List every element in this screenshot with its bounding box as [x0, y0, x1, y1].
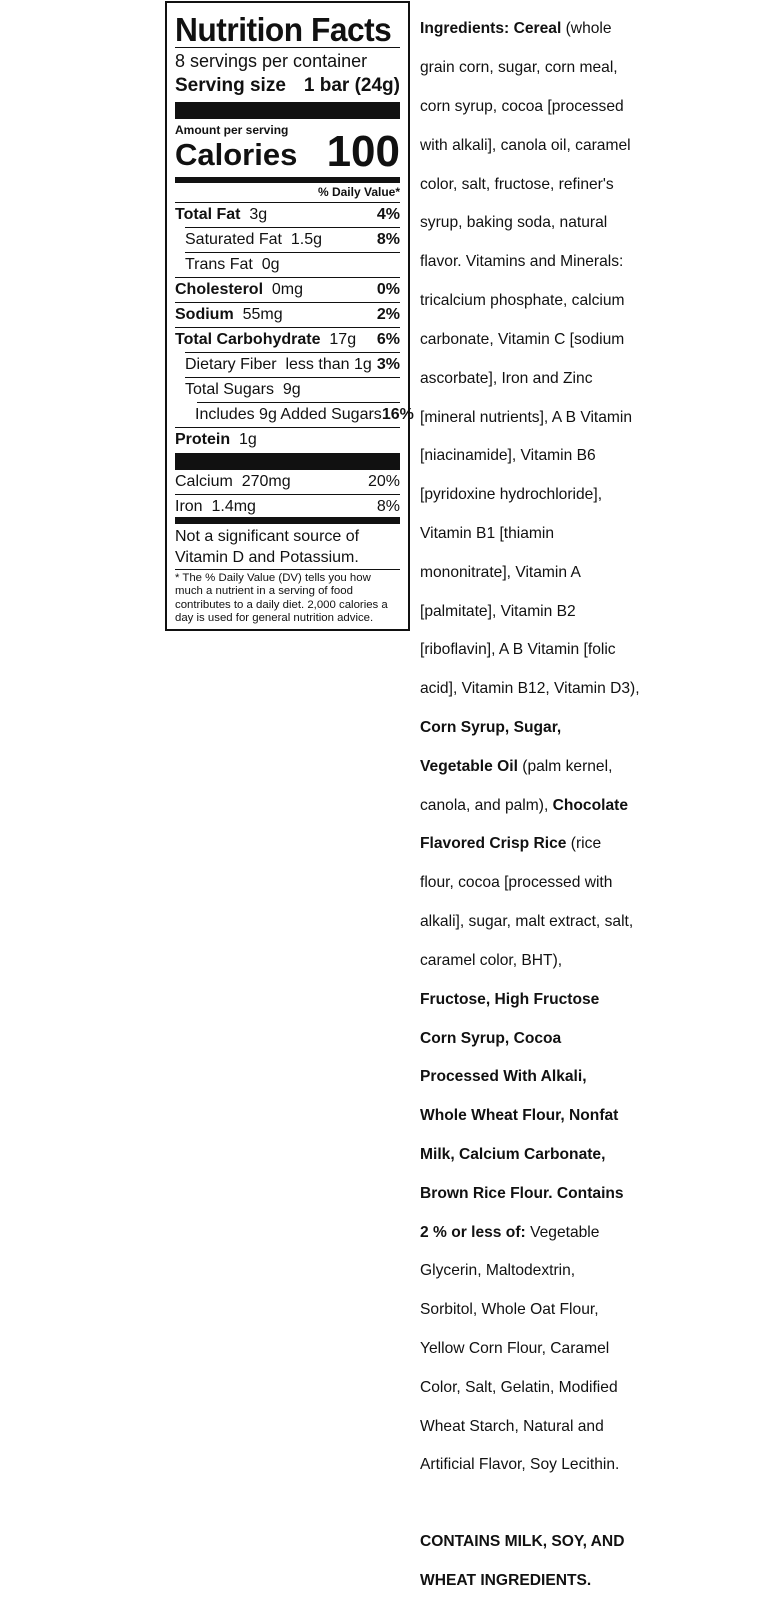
ingredient-line-3: with alkali], canola oil, caramel — [420, 136, 631, 154]
added-sugars-label: Includes 9g Added Sugars — [195, 406, 382, 423]
ingredient-line-21: Flavored Crisp Rice (rice — [420, 835, 602, 853]
medium-divider — [175, 177, 400, 183]
ingredient-line-29: Milk, Calcium Carbonate, — [420, 1145, 606, 1163]
ingredient-line-28: Whole Wheat Flour, Nonfat — [420, 1107, 619, 1125]
total-carb-label: Total Carbohydrate — [175, 331, 321, 348]
saturated-fat-label: Saturated Fat — [185, 231, 282, 248]
ingredient-line-22: flour, cocoa [processed with — [420, 874, 613, 892]
total-fat-value: 3g — [249, 206, 268, 223]
row-sodium — [175, 303, 400, 327]
row-dietary-fiber — [175, 353, 400, 377]
ingredient-line-13: Vitamin B1 [thiamin — [420, 524, 555, 542]
ingredient-line-12: [pyridoxine hydrochloride], — [420, 486, 603, 504]
serving-size-value: 1 bar (24g) — [303, 75, 400, 96]
total-fat-label: Total Fat — [175, 206, 241, 223]
row-cholesterol — [175, 278, 400, 302]
row-total-fat — [175, 203, 400, 227]
thick-divider — [175, 102, 400, 119]
ingredient-line-17: acid], Vitamin B12, Vitamin D3), — [420, 680, 640, 698]
ingredient-line-37: Artificial Flavor, Soy Lecithin. — [420, 1456, 620, 1474]
ingredient-line-23: alkali], sugar, malt extract, salt, — [420, 913, 634, 931]
serving-size — [175, 74, 400, 98]
ingredient-line-4: color, salt, fructose, refiner's — [420, 175, 614, 193]
calcium-value: 270mg — [241, 473, 291, 490]
serving-size-label: Serving size — [175, 75, 286, 96]
saturated-fat-dv: 8% — [376, 231, 400, 248]
dietary-fiber-label: Dietary Fiber — [185, 356, 277, 373]
dietary-fiber-dv: 3% — [376, 356, 400, 373]
row-iron — [175, 495, 400, 519]
protein-value: 1g — [239, 431, 257, 448]
nutrition-facts-panel — [165, 1, 414, 631]
ingredient-line-8: carbonate, Vitamin C [sodium — [420, 330, 625, 348]
not-significant-note: Not a significant source of Vitamin D and Potassium. — [175, 528, 360, 566]
ingredient-line-6: flavor. Vitamins and Minerals: — [420, 253, 624, 271]
ingredient-line-35: Color, Salt, Gelatin, Modified — [420, 1378, 618, 1396]
ingredient-line-2: corn syrup, cocoa [processed — [420, 98, 624, 116]
allergen-line-2: WHEAT INGREDIENTS. — [420, 1571, 592, 1589]
row-calcium — [175, 470, 400, 494]
saturated-fat-value: 1.5g — [290, 231, 322, 248]
total-carb-dv: 6% — [376, 331, 400, 348]
ingredient-line-9: ascorbate], Iron and Zinc — [420, 369, 593, 387]
calcium-dv: 20% — [367, 473, 400, 490]
iron-label: Iron — [175, 498, 203, 515]
ingredient-line-19: Vegetable Oil (palm kernel, — [420, 757, 613, 775]
row-total-sugars — [175, 378, 400, 402]
iron-value: 1.4mg — [211, 498, 256, 515]
ingredient-line-18: Corn Syrup, Sugar, — [420, 719, 562, 737]
daily-value-header: % Daily Value* — [317, 185, 400, 199]
ingredient-line-7: tricalcium phosphate, calcium — [420, 292, 625, 310]
row-protein — [175, 428, 400, 452]
row-saturated-fat — [175, 228, 400, 252]
total-sugars-label: Total Sugars — [185, 381, 274, 398]
ingredient-line-5: syrup, baking soda, natural — [420, 214, 608, 232]
sodium-label: Sodium — [175, 306, 234, 323]
ingredient-line-33: Sorbitol, Whole Oat Flour, — [420, 1301, 599, 1319]
ingredient-line-15: [palmitate], Vitamin B2 — [420, 602, 576, 620]
ingredient-line-10: [mineral nutrients], A B Vitamin — [420, 408, 633, 426]
ingredient-line-32: Glycerin, Maltodextrin, — [420, 1262, 576, 1280]
ingredient-line-25: Fructose, High Fructose — [420, 990, 600, 1008]
trans-fat-value: 0g — [261, 256, 280, 273]
ingredients-label: Ingredients: — [420, 20, 510, 38]
allergen-line-1: CONTAINS MILK, SOY, AND — [420, 1532, 625, 1550]
cholesterol-dv: 0% — [376, 281, 400, 298]
ingredient-line-26: Corn Syrup, Cocoa — [420, 1029, 562, 1047]
ingredient-line-24: caramel color, BHT), — [420, 951, 563, 969]
calories-value: 100 — [326, 127, 400, 176]
ingredient-line-16: [riboflavin], A B Vitamin [folic — [420, 641, 616, 659]
servings-per-container: 8 servings per container — [175, 51, 368, 71]
iron-dv: 8% — [376, 498, 400, 515]
ingredient-line-11: [niacinamide], Vitamin B6 — [420, 447, 596, 465]
row-trans-fat — [175, 253, 400, 277]
cholesterol-label: Cholesterol — [175, 281, 264, 298]
ingredient-line-27: Processed With Alkali, — [420, 1068, 587, 1086]
added-sugars-dv: 16% — [381, 406, 414, 423]
ingredient-line-30: Brown Rice Flour. Contains — [420, 1184, 624, 1202]
ingredient-line-36: Wheat Starch, Natural and — [420, 1417, 604, 1435]
protein-label: Protein — [175, 431, 231, 448]
total-fat-dv: 4% — [376, 206, 400, 223]
calories-label: Calories — [175, 137, 298, 172]
dietary-fiber-value: less than 1g — [285, 356, 372, 373]
ingredient-line-31: 2 % or less of: Vegetable — [420, 1223, 600, 1241]
sodium-dv: 2% — [376, 306, 400, 323]
cholesterol-value: 0mg — [271, 281, 304, 298]
panel-title: Nutrition Facts — [175, 11, 392, 48]
ingredients-block — [420, 0, 770, 1609]
row-total-carbohydrate — [175, 328, 400, 352]
ingredient-line-1: grain corn, sugar, corn meal, — [420, 59, 618, 77]
ingredient-line-20: canola, and palm), Chocolate — [420, 796, 629, 814]
ingredient-line-14: mononitrate], Vitamin A — [420, 563, 581, 581]
total-sugars-value: 9g — [282, 381, 301, 398]
medium-divider-2 — [175, 517, 400, 524]
daily-value-footnote: * The % Daily Value (DV) tells you how much a nutrient in a serving of food contributes to a daily diet. 2,000 calories a day is used for general nutrition advice. — [175, 572, 388, 625]
ingredient-line-0: (whole — [561, 20, 612, 38]
sodium-value: 55mg — [242, 306, 283, 323]
trans-fat-label: Trans Fat — [185, 256, 253, 273]
row-added-sugars — [175, 403, 414, 427]
total-carb-value: 17g — [329, 331, 357, 348]
calcium-label: Calcium — [175, 473, 233, 490]
amount-per-serving: Amount per serving — [175, 123, 289, 137]
ingredient-line-34: Yellow Corn Flour, Caramel — [420, 1340, 610, 1358]
ingredient-line-0-bold: Cereal — [513, 20, 562, 38]
thick-divider-minerals — [175, 453, 400, 470]
